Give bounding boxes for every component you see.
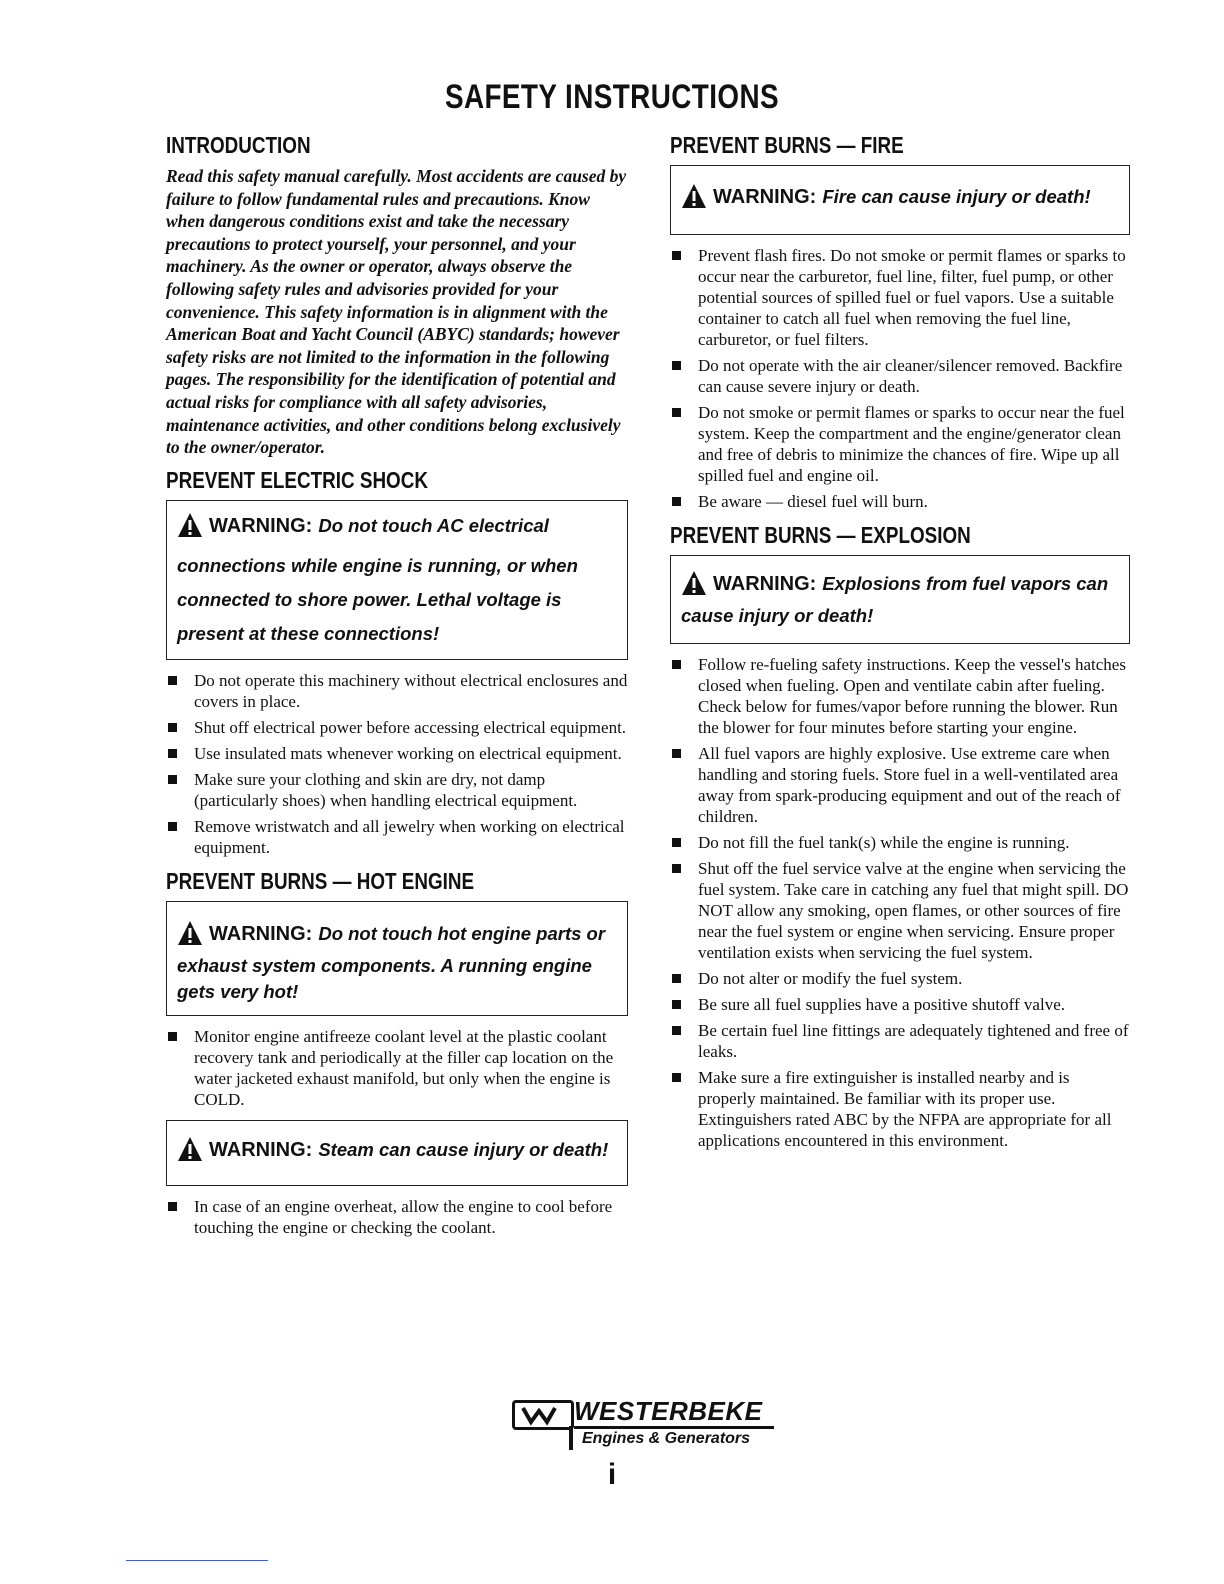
footer-rule [126, 1560, 268, 1561]
logo-brand-name: WESTERBEKE [574, 1396, 763, 1426]
warning-label: WARNING: [713, 573, 817, 595]
steam-warning-text: Steam can cause injury or death! [318, 1138, 609, 1160]
logo-mark-icon [512, 1400, 574, 1430]
list-item: Do not operate with the air cleaner/silencer removed. Backfire can cause severe injury or death. [670, 355, 1130, 397]
logo-stem [569, 1426, 573, 1450]
list-item: Make sure a fire extinguisher is installed nearby and is properly maintained. Be familiar with its proper use. Extinguishers rated ABC by the NFPA are appropriate for all applications encountered in this environment. [670, 1067, 1130, 1151]
hot-engine-warning-box [166, 901, 628, 1016]
steam-bullet-list [166, 1196, 628, 1238]
list-item: Prevent flash fires. Do not smoke or permit flames or sparks to occur near the carburetor, fuel line, filter, fuel pump, or other potential sources of spilled fuel or fuel vapors. Use a suitable container to catch all fuel when removing the fuel line, carburetor, or fuel filters. [670, 245, 1130, 350]
hot-engine-bullet-list [166, 1026, 628, 1110]
logo-tagline: Engines & Generators [582, 1430, 751, 1447]
list-item: Do not fill the fuel tank(s) while the engine is running. [670, 832, 1130, 853]
electric-warning-box [166, 500, 628, 660]
list-item: In case of an engine overheat, allow the engine to cool before touching the engine or checking the coolant. [166, 1196, 628, 1238]
list-item: Remove wristwatch and all jewelry when working on electrical equipment. [166, 816, 628, 858]
list-item: Be sure all fuel supplies have a positive shutoff valve. [670, 994, 1130, 1015]
list-item: Do not smoke or permit flames or sparks to occur near the fuel system. Keep the compartment and the engine/generator clean and free of debris to minimize the chances of fire. Wipe up all spilled fuel and engine oil. [670, 402, 1130, 486]
warning-label: WARNING: [713, 186, 817, 208]
hot-engine-warning-text: Do not touch hot engine parts or exhaust system components. A running engine gets very hot! [177, 922, 606, 1002]
introduction-text: Read this safety manual carefully. Most accidents are caused by failure to follow fundamental rules and precautions. Know when dangerous conditions exist and take the necessary precautions to protect yourself, your personnel, and your machinery. As the owner or operator, always observe the following safety rules and advisories provided for your convenience. This safety information is in alignment with the American Boat and Yacht Council (ABYC) standards; however safety risks are not limited to the information in the following pages. The responsibility for the identification of potential and actual risks for compliance with all safety advisories, maintenance activities, and other conditions belong exclusively to the owner/operator. [166, 166, 627, 458]
electric-shock-heading: PREVENT ELECTRIC SHOCK [166, 466, 428, 493]
fire-warning-box [670, 165, 1130, 235]
warning-triangle-icon [681, 183, 707, 220]
left-column [166, 132, 628, 1248]
introduction-heading: INTRODUCTION [166, 132, 311, 158]
list-item: Be certain fuel line fittings are adequately tightened and free of leaks. [670, 1020, 1130, 1062]
warning-triangle-icon [177, 920, 203, 953]
explosion-warning-box [670, 555, 1130, 644]
right-column [670, 132, 1130, 1161]
warning-label: WARNING: [209, 514, 313, 537]
page-number: i [607, 1458, 617, 1491]
explosion-heading: PREVENT BURNS — EXPLOSION [670, 522, 971, 548]
fire-warning-text: Fire can cause injury or death! [822, 186, 1091, 207]
list-item: Be aware — diesel fuel will burn. [670, 491, 1130, 512]
list-item: Follow re-fueling safety instructions. Keep the vessel's hatches closed when fueling. Open and ventilate cabin after fueling. Check below for fumes/vapor before running the blower. Run the blower for four minutes before starting your engine. [670, 654, 1130, 738]
list-item: Shut off electrical power before accessing electrical equipment. [166, 717, 628, 738]
list-item: Do not alter or modify the fuel system. [670, 968, 1130, 989]
fire-bullet-list [670, 245, 1130, 512]
list-item: Monitor engine antifreeze coolant level at the plastic coolant recovery tank and periodically at the filler cap location on the water jacketed exhaust manifold, but only when the engine is COLD. [166, 1026, 628, 1110]
list-item: Use insulated mats whenever working on electrical equipment. [166, 743, 628, 764]
electric-warning-text: Do not touch AC electrical connections while engine is running, or when connected to shore power. Lethal voltage is present at these connections! [177, 514, 578, 644]
warning-triangle-icon [177, 512, 203, 549]
logo-underline [574, 1426, 774, 1429]
explosion-warning-text: Explosions from fuel vapors can cause injury or death! [681, 573, 1109, 626]
page-title: SAFETY INSTRUCTIONS [444, 78, 780, 116]
warning-label: WARNING: [209, 922, 313, 945]
fire-heading: PREVENT BURNS — FIRE [670, 132, 904, 158]
electric-bullet-list [166, 670, 628, 858]
list-item: All fuel vapors are highly explosive. Use extreme care when handling and storing fuels. Store fuel in a well-ventilated area away from spark-producing equipment and out of the reach of children. [670, 743, 1130, 827]
warning-label: WARNING: [209, 1138, 313, 1161]
list-item: Do not operate this machinery without electrical enclosures and covers in place. [166, 670, 628, 712]
warning-triangle-icon [681, 570, 707, 603]
steam-warning-box [166, 1120, 628, 1186]
westerbeke-logo [512, 1396, 782, 1460]
hot-engine-heading: PREVENT BURNS — HOT ENGINE [166, 867, 475, 894]
list-item: Make sure your clothing and skin are dry, not damp (particularly shoes) when handling electrical equipment. [166, 769, 628, 811]
list-item: Shut off the fuel service valve at the engine when servicing the fuel system. Take care in catching any fuel that might spill. DO NOT allow any smoking, open flames, or other sources of fire near the fuel system or engine when servicing. Ensure proper ventilation exists when servicing the fuel system. [670, 858, 1130, 963]
warning-triangle-icon [177, 1136, 203, 1173]
explosion-bullet-list [670, 654, 1130, 1151]
